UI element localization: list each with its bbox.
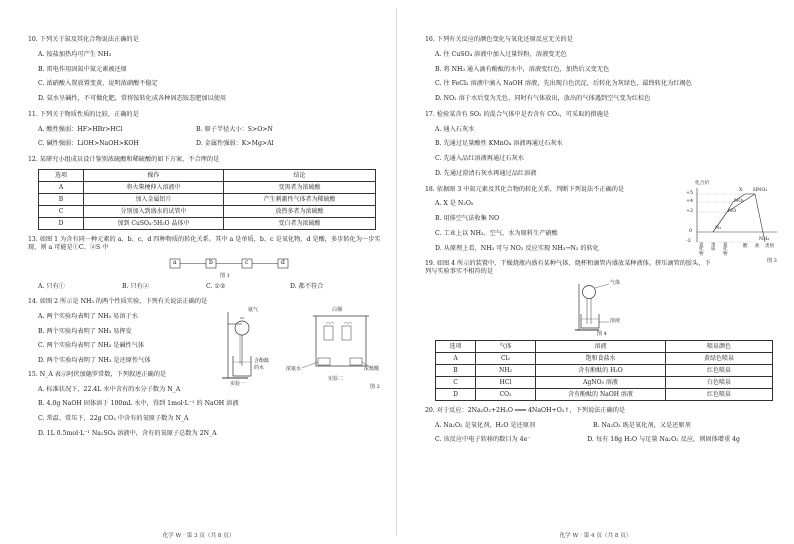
question-17 [425, 111, 780, 178]
table-cell: D [39, 217, 84, 229]
conversion-chain-diagram [168, 255, 308, 281]
table-cell: 含有酚酞的 NaOH 溶液 [536, 388, 666, 400]
figure-4 [573, 280, 643, 338]
table-cell: C [436, 376, 476, 388]
figure-1 [168, 255, 308, 281]
option-d: D. 都不符合 [290, 283, 324, 291]
table-cell: 饱和食盐水 [536, 352, 666, 364]
table-cell: 加入金属铝片 [84, 193, 224, 205]
table-cell: AgNO₃ 溶液 [536, 376, 666, 388]
table-row [436, 352, 773, 364]
table-row [39, 193, 376, 205]
option-b: B. 将 NH₃ 通入滴有酚酞的水中，溶液变红色，加热后又变无色 [435, 65, 610, 73]
question-stem: 16. 下列有关反应的颜色变化与氧化还原反应无关的是 [425, 36, 573, 43]
table-header-row [436, 340, 773, 352]
option-c: C. ①② [206, 283, 226, 291]
table-cell: 红色喷泉 [666, 388, 773, 400]
table-header: 溶液 [536, 340, 666, 352]
xlabel: 氧化物 [723, 242, 728, 257]
option-b: B. 用排空气法收集 NO [435, 215, 500, 222]
question-12 [28, 156, 383, 230]
question-stem: 15. N_A 表示阿伏加德罗常数，下列叙述正确的是 [28, 370, 167, 378]
question-19 [425, 257, 780, 401]
option-a: A. X 是 N₂O₅ [435, 200, 474, 208]
question-16 [425, 36, 780, 103]
figure-caption: 图 2 [370, 384, 380, 390]
table-cell: 分别加入到盛水的试管中 [84, 205, 224, 217]
option-a: A. 酸性强弱：HF>HBr>HCl [38, 125, 123, 133]
table-header: 喷泉颜色 [666, 340, 773, 352]
question-18 [425, 180, 780, 264]
option-d: D. 1L 0.5mol·L⁻¹ Na₂SO₄ 溶液中，含有的氧原子总数为 2N_A [38, 429, 217, 437]
table-cell: A [436, 352, 476, 364]
table-row [39, 205, 376, 217]
xlabel: 酸 [743, 243, 748, 249]
table-cell: B [436, 364, 476, 376]
xlabel: 单质 [711, 242, 716, 252]
page-footer: 化学 W · 第 3 页（共 8 页） [162, 533, 235, 540]
question-13 [28, 236, 383, 291]
label-gas: 气体 [610, 279, 621, 286]
option-a: A. 两个实验均表明了 NH₃ 易溶于水 [38, 312, 138, 320]
table-header: 选项 [39, 169, 84, 181]
point-label: X [739, 187, 743, 193]
figure-caption: 图 3 [767, 257, 777, 264]
table-header: 选项 [436, 340, 476, 352]
ytick: -3 [686, 238, 691, 244]
option-a: A. Na₂O₂ 是氧化剂，H₂O 是还原剂 [435, 421, 536, 429]
label-experiment-1: 实验一 [230, 381, 246, 387]
option-c: C. 常温、常压下，22g CO₂ 中含有的氧原子数为 N_A [38, 415, 189, 422]
point-label: NO [728, 208, 737, 214]
option-d: D. 两个实验均表明了 NH₃ 是还原性气体 [38, 357, 151, 364]
ytick: +2 [686, 208, 694, 214]
question-20 [425, 407, 780, 444]
label-ammonia-gas: 氨气 [248, 307, 259, 313]
table-row [436, 388, 773, 400]
option-d: D. 每有 18g H₂O 与足量 Na₂O₂ 反应，则固体增重 4g [587, 436, 740, 444]
option-b: B. 原子半径大小：S>O>N [196, 125, 273, 133]
table-header: 结论 [224, 169, 376, 181]
xlabel: 氢化物 [699, 242, 704, 257]
xlabel: 盐 [755, 243, 760, 249]
option-d: D. 先通过澄清石灰水再通过品红溶液 [435, 169, 537, 177]
option-c: C. 浓硝酸入置放置变黄，说明浓硝酸不稳定 [38, 80, 158, 88]
option-b: B. 只有② [122, 283, 150, 291]
page-4 [397, 0, 794, 544]
table-row [436, 376, 773, 388]
node-a: a [173, 259, 177, 267]
label-solution: 溶液 [610, 317, 621, 324]
question-stem: 12. 某研究小组成员设计鉴别浓硫酸和稀硫酸的如下方案，不合理的是 [28, 156, 220, 163]
table-cell: 变白者为浓硫酸 [224, 217, 376, 229]
option-c: C. 往 FeCl₂ 溶液中滴入 NaOH 溶液，先出现白色沉淀，后转化为灰绿色，最终转化为红褐色 [435, 80, 692, 88]
node-b: b [209, 259, 213, 267]
option-b: B. 两个实验均表明了 NH₃ 易挥发 [38, 327, 132, 335]
table-cell: 白色喷泉 [666, 376, 773, 388]
label-water: 的水 [254, 365, 265, 371]
option-a: A. 往 CuSO₄ 溶液中加入过量锌粉，溶液变无色 [435, 50, 567, 58]
fountain-table [435, 340, 773, 401]
label-indicator: 含酚酞 [254, 358, 270, 364]
node-c: c [245, 259, 249, 267]
table-row [436, 364, 773, 376]
option-a: A. 通入石灰水 [435, 125, 475, 133]
figure-3 [683, 180, 783, 266]
figure-caption: 图 4 [597, 330, 607, 337]
table-cell: A [39, 181, 84, 193]
question-stem: 19. 如图 4 所示的装置中，干燥烧瓶内盛有某种气体，烧杯和滴管内盛放某种液体。挤压滴管的胶头，下列与实验事实不相符的是 [425, 260, 711, 275]
option-c: C. 该反应中电子转移的数目为 4e⁻ [435, 436, 531, 444]
table-cell: 产生刺激性气体者为稀硫酸 [224, 193, 376, 205]
option-b: B. 雷电作用固氮中氮元素被还原 [38, 65, 127, 73]
xlabel: 类别 [765, 243, 774, 249]
option-b: B. 先通过足量酸性 KMnO₄ 溶液再通过石灰水 [435, 140, 563, 148]
fountain-apparatus-illustration [573, 280, 643, 338]
option-d: D. 金属性强弱：K>Mg>Al [196, 140, 274, 148]
question-stem: 13. 如图 1 为含有同一种元素的 a、b、c、d 四种物质的转化关系。其中 a 是单质，b、c 是氧化物，d 是酸，多步转化为一步实现，则 a 可能是①C、②S 中 [28, 235, 381, 251]
question-10 [28, 36, 383, 103]
question-stem: 18. 依据图 3 中氮元素及其化合物的转化关系，判断下列说法不正确的是 [425, 185, 625, 193]
ytick: +5 [686, 190, 694, 196]
table-cell: HCl [476, 376, 536, 388]
table-cell: NH₃ [476, 364, 536, 376]
table-cell: 将火柴梗伸入溶液中 [84, 181, 224, 193]
option-a: A. 只有① [38, 283, 65, 291]
point-label: NO₂ [734, 198, 745, 204]
point-label: NH₃ [759, 236, 770, 242]
question-stem: 10. 下列关于氮及其化合物说法正确的是 [28, 36, 139, 43]
point-label: HNO₃ [753, 187, 768, 193]
option-a: A. 标准状况下，22.4L 水中含有的水分子数为 N_A [38, 385, 181, 393]
table-cell: 放热多者为浓硫酸 [224, 205, 376, 217]
scheme-table [38, 169, 376, 230]
table-cell: 变黑者为浓硫酸 [224, 181, 376, 193]
chart-ylabel: 化合价 [695, 180, 710, 186]
table-cell: B [39, 193, 84, 205]
label-experiment-2: 实验二 [328, 376, 344, 382]
option-d: D. 从原理上看，NH₃ 可与 NO₂ 反应实现 NH₃→N₂ 的转化 [435, 244, 599, 252]
node-d: d [281, 259, 285, 267]
ytick: 0 [689, 228, 693, 234]
table-cell: C [39, 205, 84, 217]
table-cell: Cl₂ [476, 352, 536, 364]
table-cell: 加到 CuSO₄·5H₂O 晶体中 [84, 217, 224, 229]
point-label: N₂ [715, 225, 722, 231]
table-cell: 黄绿色喷泉 [666, 352, 773, 364]
option-b: B. 4.0g NaOH 固体溶于 100mL 水中，得到 1mol·L⁻¹ 的 NaOH 溶液 [38, 400, 239, 408]
table-cell: 含有酚酞的 H₂O [536, 364, 666, 376]
table-header: 气体 [476, 340, 536, 352]
table-header-row [39, 169, 376, 181]
table-cell: CO₂ [476, 388, 536, 400]
option-d: D. 氨水呈碱性，不可做化肥，常将铵转化成各种固态铵态肥加以使用 [38, 95, 227, 102]
option-c: C. 先通入品红溶液再通过石灰水 [435, 155, 524, 162]
option-c: C. 碱性强弱：LiOH>NaOH>KOH [38, 140, 139, 148]
ytick: +4 [686, 198, 694, 204]
option-a: A. 铵盐加热均可产生 NH₃ [38, 50, 112, 58]
ammonia-experiments-illustration [218, 304, 388, 390]
figure-2 [218, 304, 388, 390]
label-white-smoke: 白烟 [332, 307, 343, 313]
question-stem: 20. 对于反应：2Na₂O₂+2H₂O ═══ 4NaOH+O₂↑，下列说法正确的是 [425, 406, 626, 414]
option-c: C. 工业上以 NH₃、空气、水为原料生产硝酸 [435, 229, 558, 237]
nitrogen-valence-chart [683, 184, 783, 266]
question-stem: 11. 下列关于物质性质的比较，正确的是 [28, 110, 139, 118]
table-row [39, 217, 376, 229]
question-stem: 17. 检验某含有 SO₂ 的混合气体中是否含有 CO₂，可采取的措施是 [425, 110, 610, 118]
table-cell: 红色喷泉 [666, 364, 773, 376]
label-conc-ammonia: 浓氨水 [286, 366, 302, 372]
table-row [39, 181, 376, 193]
option-d: D. NO₂ 溶于水后变为无色，同时有气体放出，放出的气体遇到空气变为红棕色 [435, 95, 651, 102]
option-b: B. Na₂O₂ 既是氧化剂，又是还原剂 [593, 421, 691, 429]
page-footer: 化学 W · 第 4 页（共 8 页） [559, 533, 632, 540]
table-cell: D [436, 388, 476, 400]
question-11 [28, 111, 383, 148]
option-c: C. 两个实验均表明了 NH₃ 是碱性气体 [38, 342, 145, 350]
label-conc-hcl: 浓盐酸 [364, 366, 380, 372]
table-header: 操作 [84, 169, 224, 181]
figure-caption: 图 1 [220, 273, 230, 280]
question-stem: 14. 如图 2 所示是 NH₃ 的两个性质实验，下列有关说法正确的是 [28, 298, 208, 305]
